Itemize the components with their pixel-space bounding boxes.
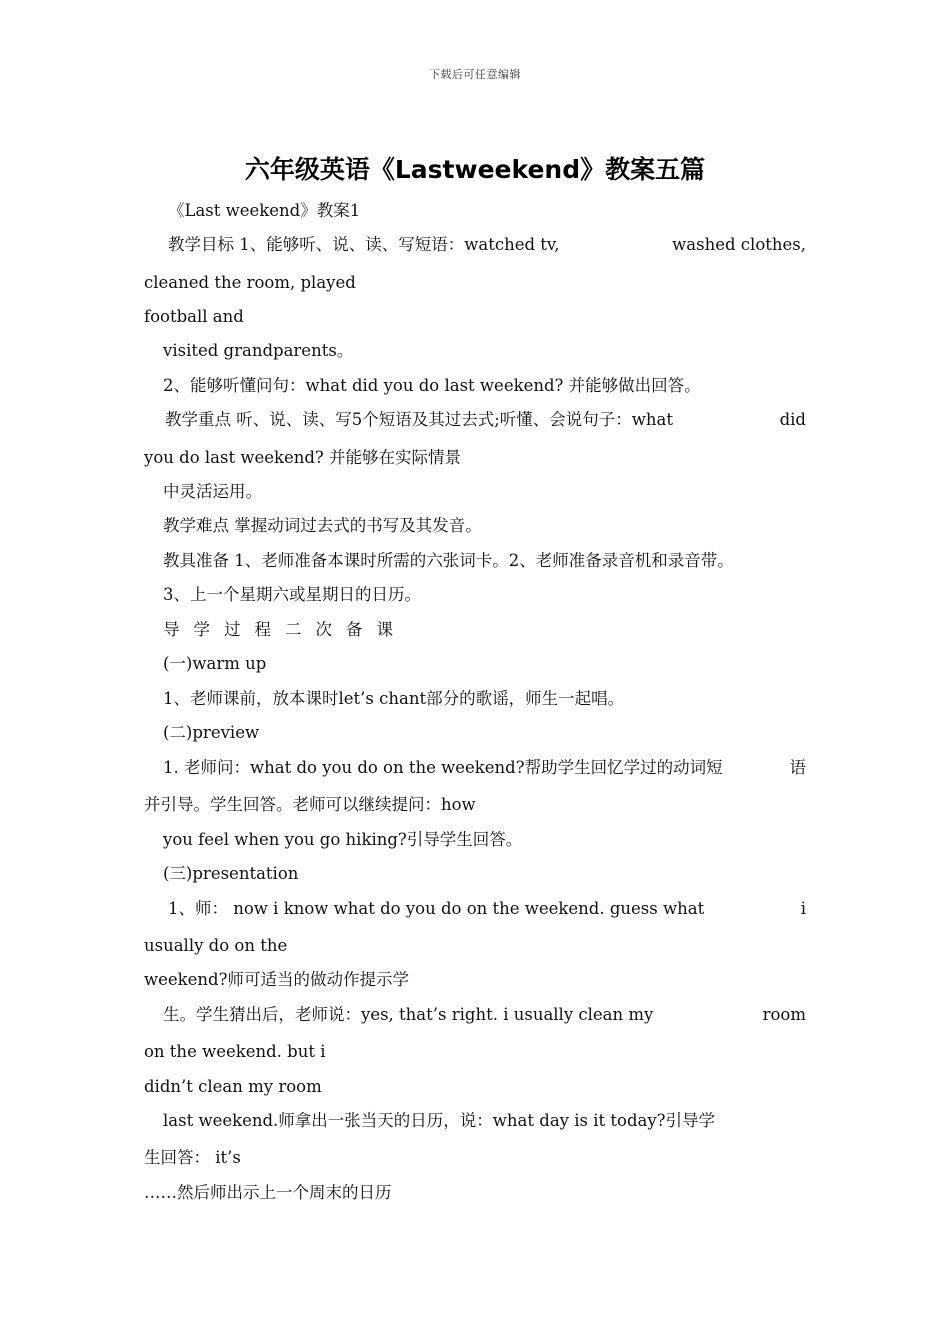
body-line (168, 898, 806, 920)
body-line: 2、能够听懂问句：what did you do last weekend? 并能够做出回答。 (163, 376, 701, 395)
body-line: cleaned the room, played (144, 273, 356, 292)
body-line: 教学难点 掌握动词过去式的书写及其发音。 (163, 516, 482, 535)
body-line: usually do on the (144, 936, 288, 955)
body-line: 《Last weekend》教案1 (168, 201, 361, 220)
body-line (163, 1004, 806, 1026)
body-line: ……然后师出示上一个周末的日历 (144, 1183, 392, 1202)
body-line: weekend?师可适当的做动作提示学 (144, 970, 409, 989)
body-line (168, 234, 806, 256)
section-heading: 导学过程二次备课 (163, 620, 407, 639)
body-line (165, 409, 806, 431)
body-line: last weekend.师拿出一张当天的日历，说：what day is it today?引导学 (163, 1111, 716, 1130)
body-line: (三)presentation (163, 864, 299, 883)
body-text: 教学重点 听、说、读、写5个短语及其过去式;听懂、会说句子：what (165, 410, 674, 429)
body-line: 教具准备 1、老师准备本课时所需的六张词卡。2、老师准备录音机和录音带。 (163, 551, 734, 570)
body-line: (一)warm up (163, 654, 267, 673)
body-line: on the weekend. but i (144, 1042, 326, 1061)
body-line: football and (144, 307, 244, 326)
body-line: 并引导。学生回答。老师可以继续提问：how (144, 795, 476, 814)
body-text: did (779, 410, 806, 429)
body-line: visited grandparents。 (163, 341, 354, 360)
body-line: (二)preview (163, 723, 260, 742)
body-text: 语 (789, 758, 806, 777)
body-line (163, 757, 806, 779)
body-text: 1. 老师问：what do you do on the weekend?帮助学生回忆学过的动词短 (163, 758, 723, 777)
body-line: 1、老师课前，放本课时let’s chant部分的歌谣，师生一起唱。 (163, 689, 625, 708)
body-text: washed clothes, (672, 235, 806, 254)
body-text: i (800, 899, 806, 918)
body-line: you feel when you go hiking?引导学生回答。 (163, 830, 523, 849)
body-line: 中灵活运用。 (163, 482, 262, 501)
body-line: 3、上一个星期六或星期日的日历。 (163, 585, 421, 604)
body-text: 教学目标 1、能够听、说、读、写短语：watched tv, (168, 235, 560, 254)
body-text: 1、师： now i know what do you do on the weekend. guess what (168, 899, 705, 918)
header-note: 下载后可任意编辑 (429, 68, 521, 81)
body-line: didn’t clean my room (144, 1077, 322, 1096)
body-line: 生回答： it’s (144, 1148, 241, 1167)
body-line: you do last weekend? 并能够在实际情景 (144, 448, 462, 467)
body-text: room (762, 1005, 806, 1024)
document-title: 六年级英语《Lastweekend》教案五篇 (244, 155, 706, 184)
body-text: 生。学生猜出后，老师说：yes, that’s right. i usually clean my (163, 1005, 654, 1024)
